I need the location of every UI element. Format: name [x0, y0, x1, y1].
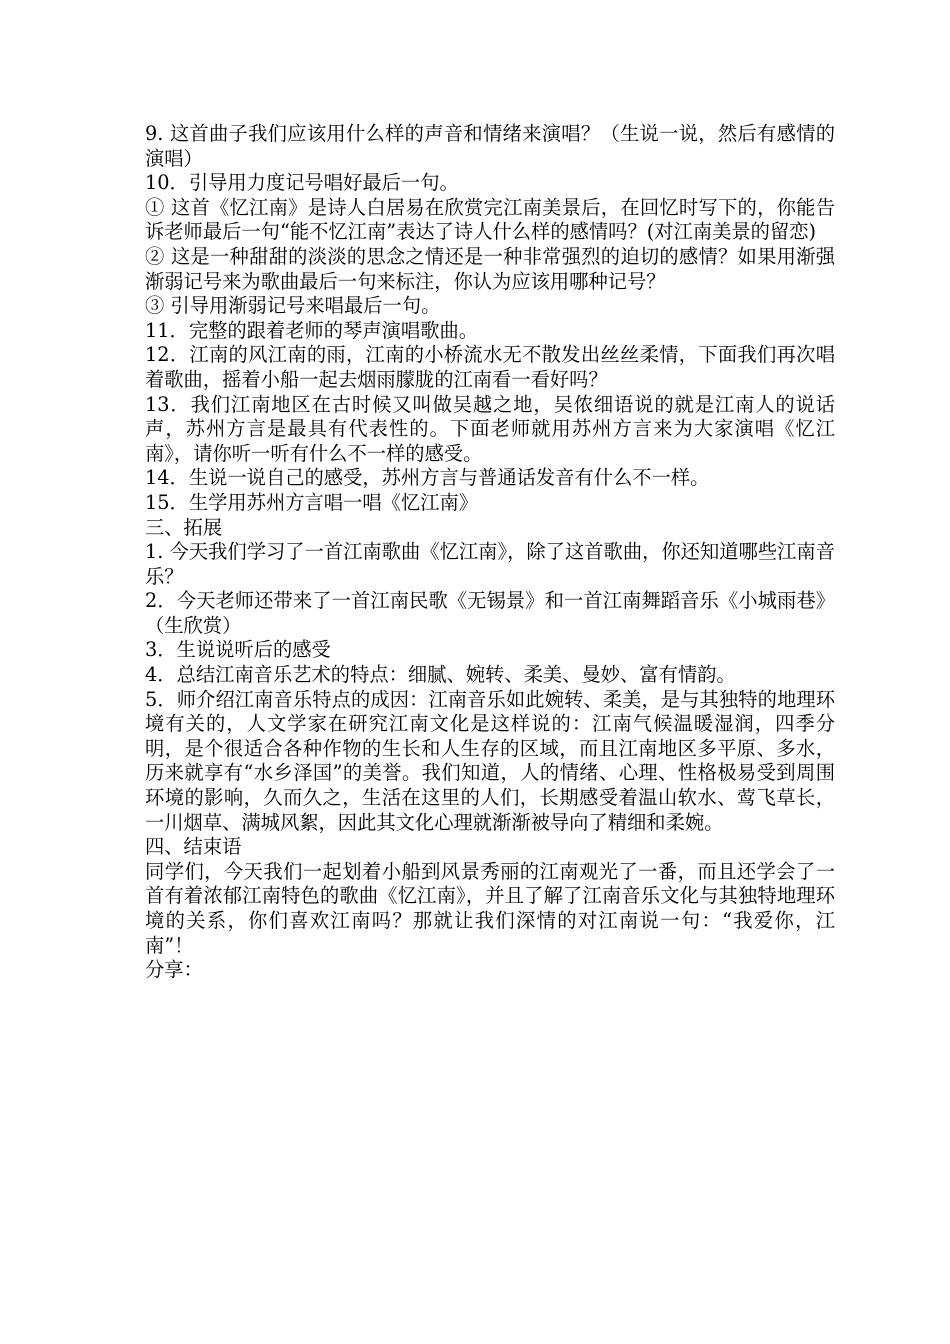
item-11: 11．完整的跟着老师的琴声演唱歌曲。 [145, 318, 479, 342]
document-body [145, 122, 835, 983]
item-13: 13．我们江南地区在古时候又叫做吴越之地，吴侬细语说的就是江南人的说话声，苏州方言是最具有代表性的。下面老师就用苏州方言来为大家演唱《忆江南》，请你听一听有什么不一样的感受。 [145, 392, 835, 465]
extension-item-3: 3．生说说听后的感受 [145, 638, 331, 662]
item-10-dynamics: 10．引导用力度记号唱好最后一句。 [145, 171, 459, 195]
conclusion-paragraph: 同学们，今天我们一起划着小船到风景秀丽的江南观光了一番，而且还学会了一首有着浓郁江南特色的歌曲《忆江南》，并且了解了江南音乐文化与其独特地理环境的关系，你们喜欢江南吗？那就让我们深情的对江南说一句：“我爱你，江南”！ [145, 859, 835, 957]
extension-item-4: 4．总结江南音乐艺术的特点：细腻、婉转、柔美、曼妙、富有情韵。 [145, 663, 736, 687]
item-14: 14．生说一说自己的感受，苏州方言与普通话发音有什么不一样。 [145, 466, 710, 490]
sub-item-1: ① 这首《忆江南》是诗人白居易在欣赏完江南美景后，在回忆时写下的，你能告诉老师最后一句“能不忆江南”表达了诗人什么样的感情吗？(对江南美景的留恋) [145, 195, 835, 244]
extension-item-5: 5．师介绍江南音乐特点的成因：江南音乐如此婉转、柔美，是与其独特的地理环境有关的，人文学家在研究江南文化是这样说的：江南气候温暖湿润，四季分明，是个很适合各种作物的生长和人生存的区域，而且江南地区多平原、多水，历来就享有“水乡泽国”的美誉。我们知道，人的情绪、心理、性格极易受到周围环境的影响，久而久之，生活在这里的人们，长期感受着温山软水、莺飞草长，一川烟草、满城风絮，因此其文化心理就渐渐被导向了精细和柔婉。 [145, 687, 835, 834]
extension-item-1: 1. 今天我们学习了一首江南歌曲《忆江南》，除了这首歌曲，你还知道哪些江南音乐？ [145, 540, 835, 588]
item-15: 15．生学用苏州方言唱一唱《忆江南》 [145, 490, 479, 514]
share-label: 分享： [145, 958, 203, 982]
section-heading-extension: 三、拓展 [145, 515, 223, 539]
item-12: 12．江南的风江南的雨，江南的小桥流水无不散发出丝丝柔情，下面我们再次唱着歌曲，摇着小船一起去烟雨朦胧的江南看一看好吗？ [145, 343, 835, 391]
sub-item-2: ② 这是一种甜甜的淡淡的思念之情还是一种非常强烈的迫切的感情？如果用渐强渐弱记号来为歌曲最后一句来标注，你认为应该用哪种记号？ [145, 244, 835, 293]
item-9-question: 9. 这首曲子我们应该用什么样的声音和情绪来演唱？（生说一说，然后有感情的演唱） [145, 122, 835, 170]
sub-item-3: ③ 引导用渐弱记号来唱最后一句。 [145, 294, 441, 318]
extension-item-2: 2．今天老师还带来了一首江南民歌《无锡景》和一首江南舞蹈音乐《小城雨巷》（生欣赏） [145, 589, 835, 637]
section-heading-conclusion: 四、结束语 [145, 835, 242, 859]
